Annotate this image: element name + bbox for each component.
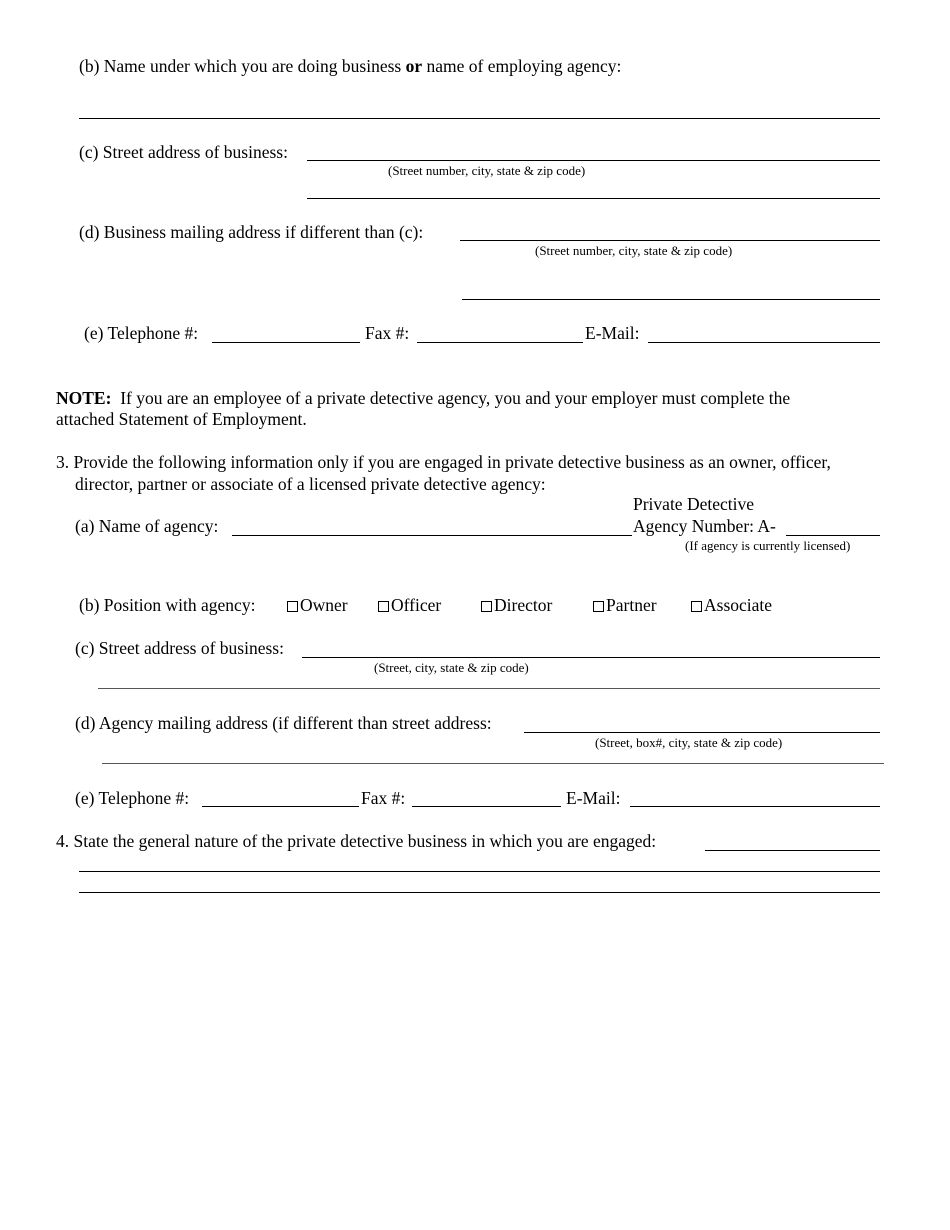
sec3-a-agency-heading: Private Detective	[633, 494, 754, 514]
sec3-d-field-line1[interactable]	[524, 732, 880, 733]
sec3-a-agency-number-field[interactable]	[786, 535, 880, 536]
sec3-d-field-line2[interactable]	[102, 763, 884, 764]
sec2-c-field-line2[interactable]	[307, 198, 880, 199]
sec3-intro-line2: director, partner or associate of a licensed private detective agency:	[75, 474, 546, 494]
sec2-e-telephone-field[interactable]	[212, 342, 360, 343]
sec3-e-email-label: E-Mail:	[566, 788, 621, 808]
sec4-field-line3[interactable]	[79, 892, 880, 893]
note-line2: attached Statement of Employment.	[56, 409, 307, 429]
sec3-d-hint: (Street, box#, city, state & zip code)	[595, 735, 783, 750]
sec3-a-agency-hint: (If agency is currently licensed)	[685, 538, 851, 553]
checkbox-owner-box[interactable]	[287, 601, 298, 612]
sec2-e-email-field[interactable]	[648, 342, 880, 343]
sec3-b-label: (b) Position with agency:	[79, 595, 256, 615]
checkbox-director[interactable]: Director	[481, 597, 552, 615]
checkbox-officer[interactable]: Officer	[378, 597, 441, 615]
checkbox-associate-box[interactable]	[691, 601, 702, 612]
checkbox-owner[interactable]: Owner	[287, 597, 348, 615]
sec2-c-label: (c) Street address of business:	[79, 142, 288, 162]
sec2-e-fax-label: Fax #:	[365, 323, 410, 343]
checkbox-partner[interactable]: Partner	[593, 597, 657, 615]
sec3-c-label: (c) Street address of business:	[75, 638, 284, 658]
sec3-c-field-line2[interactable]	[98, 688, 880, 689]
sec2-b-field[interactable]	[79, 118, 880, 119]
sec2-b-label: (b) Name under which you are doing business or name of employing agency:	[79, 56, 622, 76]
sec2-d-field-line2[interactable]	[462, 299, 880, 300]
sec2-d-field-line1[interactable]	[460, 240, 880, 241]
checkbox-director-box[interactable]	[481, 601, 492, 612]
sec3-e-telephone-label: (e) Telephone #:	[75, 788, 190, 808]
sec2-e-telephone-label: (e) Telephone #:	[84, 323, 199, 343]
sec2-c-field-line1[interactable]	[307, 160, 880, 161]
sec3-e-fax-field[interactable]	[412, 806, 561, 807]
note-line1: NOTE: If you are an employee of a private detective agency, you and your employer must complete the	[56, 388, 791, 408]
sec2-d-hint: (Street number, city, state & zip code)	[535, 243, 733, 258]
sec3-e-fax-label: Fax #:	[361, 788, 406, 808]
sec3-e-email-field[interactable]	[630, 806, 880, 807]
sec2-c-hint: (Street number, city, state & zip code)	[388, 163, 586, 178]
sec4-label: 4. State the general nature of the private detective business in which you are engaged:	[56, 831, 657, 851]
checkbox-officer-box[interactable]	[378, 601, 389, 612]
checkbox-partner-box[interactable]	[593, 601, 604, 612]
sec2-d-label: (d) Business mailing address if different than (c):	[79, 222, 424, 242]
sec2-e-email-label: E-Mail:	[585, 323, 640, 343]
sec3-a-agency-number-label: Agency Number: A-	[633, 516, 776, 536]
checkbox-associate[interactable]: Associate	[691, 597, 772, 615]
sec3-a-label: (a) Name of agency:	[75, 516, 219, 536]
sec3-c-field-line1[interactable]	[302, 657, 880, 658]
sec3-c-hint: (Street, city, state & zip code)	[374, 660, 529, 675]
sec4-field-line1[interactable]	[705, 850, 880, 851]
sec4-field-line2[interactable]	[79, 871, 880, 872]
sec2-e-fax-field[interactable]	[417, 342, 583, 343]
sec3-e-telephone-field[interactable]	[202, 806, 359, 807]
sec3-a-agency-name-field[interactable]	[232, 535, 632, 536]
sec3-intro-line1: 3. Provide the following information only if you are engaged in private detective business as an owner, officer,	[56, 452, 831, 472]
sec3-d-label: (d) Agency mailing address (if different than street address:	[75, 713, 492, 733]
